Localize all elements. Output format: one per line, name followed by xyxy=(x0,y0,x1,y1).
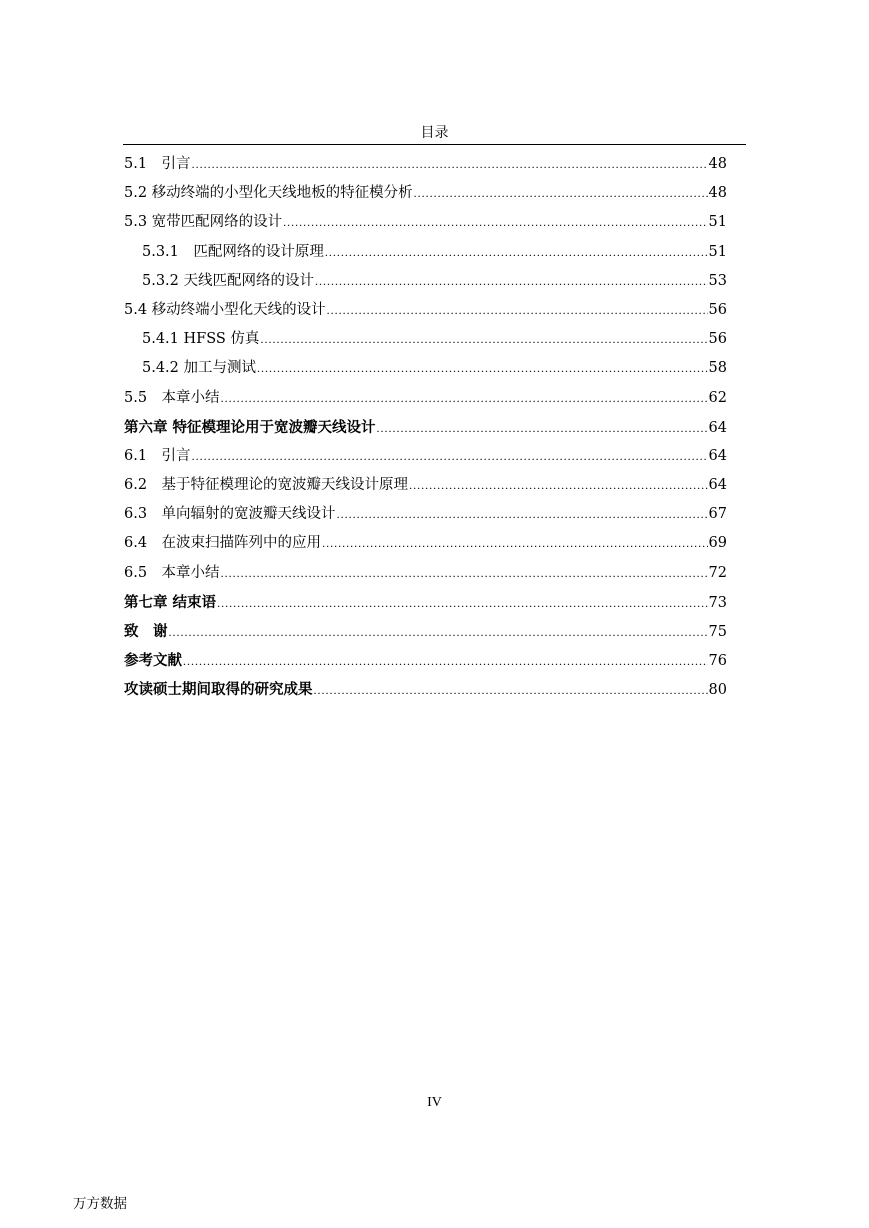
toc-dot-leader xyxy=(183,647,708,676)
toc-entry[interactable] xyxy=(124,208,727,237)
table-of-contents xyxy=(124,150,727,705)
toc-entry-title: 6.5 本章小结 xyxy=(124,564,220,581)
toc-dot-leader xyxy=(192,442,708,471)
toc-entry-page: 48 xyxy=(708,185,727,202)
toc-entry-title: 参考文献 xyxy=(124,652,182,670)
header-divider xyxy=(123,144,746,145)
toc-dot-leader xyxy=(325,238,708,267)
toc-entry-page: 56 xyxy=(708,301,727,318)
toc-dot-leader xyxy=(315,267,708,296)
toc-entry[interactable] xyxy=(124,646,727,675)
toc-entry-page: 73 xyxy=(708,594,727,611)
toc-entry-title: 攻读硕士期间取得的研究成果 xyxy=(124,681,313,699)
toc-entry[interactable] xyxy=(124,559,727,588)
toc-entry[interactable] xyxy=(124,354,727,383)
toc-entry-title: 5.4.1 HFSS 仿真 xyxy=(142,331,260,348)
toc-entry-title: 6.4 在波束扫描阵列中的应用 xyxy=(124,535,322,552)
toc-dot-leader xyxy=(192,150,708,179)
toc-entry[interactable] xyxy=(124,588,727,617)
toc-dot-leader xyxy=(260,325,707,354)
toc-dot-leader xyxy=(169,618,708,647)
toc-dot-leader xyxy=(221,559,708,588)
toc-entry[interactable] xyxy=(124,238,727,267)
toc-entry-title: 第六章 特征模理论用于宽波瓣天线设计 xyxy=(124,418,376,436)
toc-entry-page: 51 xyxy=(708,243,727,260)
toc-entry-page: 64 xyxy=(708,419,727,436)
toc-entry-title: 6.1 引言 xyxy=(124,447,191,464)
toc-entry-page: 62 xyxy=(708,389,727,406)
toc-dot-leader xyxy=(283,208,707,237)
toc-dot-leader xyxy=(377,414,708,443)
toc-entry-title: 5.3 宽带匹配网络的设计 xyxy=(124,214,283,231)
toc-entry[interactable] xyxy=(124,150,727,179)
toc-entry-page: 80 xyxy=(708,682,727,699)
toc-entry[interactable] xyxy=(124,296,727,325)
toc-entry-title: 致 谢 xyxy=(124,623,168,640)
toc-entry-title: 第七章 结束语 xyxy=(124,593,217,611)
toc-entry-page: 72 xyxy=(708,564,727,581)
toc-entry-page: 67 xyxy=(708,506,727,523)
toc-dot-leader xyxy=(337,500,708,529)
toc-dot-leader xyxy=(327,296,708,325)
toc-dot-leader xyxy=(409,471,707,500)
toc-dot-leader xyxy=(257,354,708,383)
toc-entry[interactable] xyxy=(124,325,727,354)
toc-entry[interactable] xyxy=(124,413,727,442)
toc-entry-page: 75 xyxy=(708,624,727,640)
toc-entry-page: 48 xyxy=(708,156,727,172)
toc-entry[interactable] xyxy=(124,267,727,296)
toc-entry-title: 5.2 移动终端的小型化天线地板的特征模分析 xyxy=(124,185,413,202)
toc-dot-leader xyxy=(414,179,708,208)
toc-entry-page: 53 xyxy=(708,272,727,289)
page-number: IV xyxy=(427,1095,442,1110)
toc-entry-title: 5.5 本章小结 xyxy=(124,389,220,406)
toc-entry-title: 5.4 移动终端小型化天线的设计 xyxy=(124,301,326,318)
page-header-title: 目录 xyxy=(420,125,449,141)
toc-dot-leader xyxy=(221,384,708,413)
toc-entry-title: 6.2 基于特征模理论的宽波瓣天线设计原理 xyxy=(124,477,409,494)
toc-entry-title: 6.3 单向辐射的宽波瓣天线设计 xyxy=(124,506,336,523)
toc-dot-leader xyxy=(322,529,707,558)
toc-entry[interactable] xyxy=(124,617,727,646)
toc-entry-page: 51 xyxy=(708,214,727,231)
toc-entry-page: 76 xyxy=(708,653,727,670)
watermark-text: 万方数据 xyxy=(73,1196,127,1212)
toc-entry-title: 5.3.1 匹配网络的设计原理 xyxy=(142,243,324,260)
toc-entry[interactable] xyxy=(124,675,727,704)
toc-entry[interactable] xyxy=(124,471,727,500)
toc-entry-page: 56 xyxy=(708,331,727,348)
toc-entry[interactable] xyxy=(124,442,727,471)
toc-entry[interactable] xyxy=(124,384,727,413)
toc-entry[interactable] xyxy=(124,500,727,529)
toc-entry-page: 69 xyxy=(708,535,727,552)
toc-entry-title: 5.1 引言 xyxy=(124,156,191,172)
toc-entry-page: 58 xyxy=(708,360,727,377)
toc-dot-leader xyxy=(217,589,707,618)
toc-dot-leader xyxy=(314,676,708,705)
toc-entry[interactable] xyxy=(124,179,727,208)
toc-entry-title: 5.4.2 加工与测试 xyxy=(142,360,257,377)
toc-entry-page: 64 xyxy=(708,447,727,464)
toc-entry[interactable] xyxy=(124,529,727,558)
toc-entry-title: 5.3.2 天线匹配网络的设计 xyxy=(142,272,315,289)
toc-entry-page: 64 xyxy=(708,477,727,494)
